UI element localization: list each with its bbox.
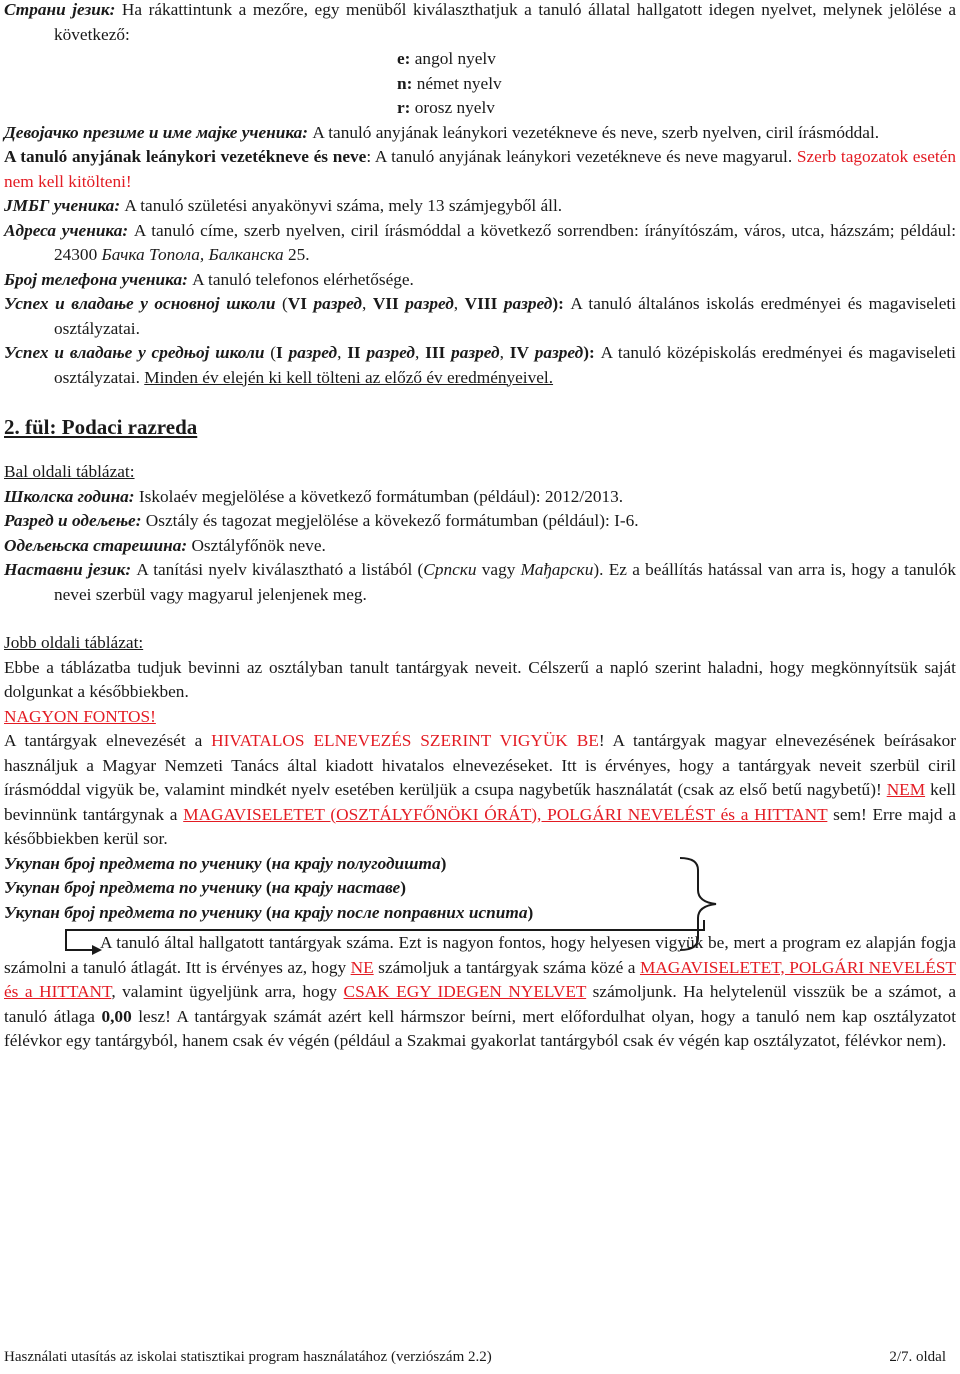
srednja-text: A tanuló középiskolás eredményei és magaviseleti osztályzatai. — [54, 343, 956, 387]
adresa-text: A tanuló címe, szerb nyelven, ciril írásmóddal a következő sorrendben: írányítószám, város, utca, házszám; például: 24300 — [54, 220, 956, 264]
jmbg-paragraph — [4, 194, 956, 219]
section-title: 2. fül: Podaci razreda — [4, 415, 198, 439]
srednja-label: Успех и владање у средњој школи — [4, 343, 265, 362]
rules-text: kell bevinnünk tantárgynak a — [4, 780, 956, 824]
razred-text: Osztály és tagozat megjelölése a kövekező formátumban (például): I-6. — [141, 511, 639, 530]
footer-title: Használati utasítás az iskolai statisztikai program használatához (verziószám 2.2) — [4, 1349, 492, 1365]
rules-excluded-subjects: MAGAVISELETET (OSZTÁLYFŐNÖKI ÓRÁT), POLGÁRI NEVELÉST és a HITTANT — [183, 804, 828, 824]
grade-viii: VIII — [464, 294, 498, 313]
connector-arrow-icon — [64, 918, 714, 958]
staresina-text: Osztályfőnök neve. — [187, 535, 326, 555]
razred-word: разред — [528, 343, 584, 362]
spacer — [4, 607, 956, 631]
razred-word: разред — [360, 343, 415, 362]
rules-nem: NEM — [886, 780, 926, 799]
rules-text: sem! Erre majd a későbbiekben kerül sor. — [4, 804, 956, 848]
rules-highlight: HIVATALOS ELNEVEZÉS SZERINT VIGYÜK BE — [211, 731, 599, 750]
grade-iii: III — [425, 343, 446, 362]
separator: , — [361, 294, 373, 313]
ukupan-label: Укупан број предмета по ученику — [4, 853, 262, 873]
anyja-neve-paragraph — [4, 145, 956, 194]
srednja-note: Minden év elején ki kell tölteni az előző év eredményeivel. — [144, 367, 554, 387]
language-option-r — [4, 96, 956, 121]
paren: ( — [264, 343, 277, 362]
separator: , — [414, 343, 426, 362]
rules-text: A tantárgyak elnevezését a — [4, 731, 212, 750]
nastavni-paragraph — [4, 558, 956, 607]
devojacko-paragraph — [4, 121, 956, 146]
jmbg-text: A tanuló születési anyakönyvi száma, mely 13 számjegyből áll. — [120, 196, 563, 215]
jmbg-label: ЈМБГ ученика: — [4, 196, 121, 215]
separator: , — [453, 294, 465, 313]
language-option-e — [4, 47, 956, 72]
final-text: lesz! A tantárgyak számát azért kell hármszor beírni, mert előfordulhat olyan, hogy a tanuló nem kap osztályzatot félévkor egy tantárgyból, hanem csak év végén (például a Szakmai gyakorlat tantárgyból csak év végén kap osztályzatot, félévkor nem). — [4, 1006, 956, 1050]
osnovna-paragraph — [4, 292, 956, 341]
razred-word: разред — [282, 343, 338, 362]
nastavni-text: A tanítási nyelv kiválasztható a listából ( — [131, 560, 424, 579]
telefon-paragraph — [4, 268, 956, 293]
paren-close: ) — [400, 878, 406, 897]
adresa-paragraph — [4, 219, 956, 268]
skolska-label: Школска година: — [4, 486, 135, 506]
paren-close: ): — [583, 343, 595, 362]
telefon-label: Број телефона ученика: — [4, 269, 188, 289]
osnovna-label: Успех и владање у основној школи — [4, 294, 276, 313]
ukupan-label: Укупан број предмета по ученику — [4, 902, 262, 922]
ukupan-period: на крају наставе — [271, 878, 401, 897]
paren: ( — [261, 902, 272, 922]
ukupan-block — [4, 852, 956, 926]
grade-vii: VII — [372, 294, 399, 313]
final-zero: 0,00 — [101, 1006, 132, 1026]
razred-word: разред — [497, 294, 553, 313]
ukupan-line-1 — [4, 852, 956, 877]
final-excluded: MAGAVISELETET, POLGÁRI NEVELÉST és a HITTANT — [4, 957, 956, 1001]
separator: , — [337, 343, 348, 362]
page-number: 2/7. oldal — [889, 1349, 946, 1365]
paren-close: ) — [440, 853, 447, 873]
final-text: számoljunk. Ha helytelenül visszük be a számot, a tanuló átlaga — [4, 982, 956, 1026]
skolska-paragraph — [4, 485, 956, 510]
jobb-intro: Ebbe a táblázatba tudjuk bevinni az osztályban tanult tantárgyak neveit. Célszerű a napló szerint haladni, hogy megkönnyítsük saját dolgunkat a későbbiekben. — [4, 657, 956, 701]
final-one-language: CSAK EGY IDEGEN NYELVET — [343, 982, 587, 1001]
option-code: r: — [397, 98, 411, 117]
option-name: orosz nyelv — [410, 98, 495, 117]
grade-i: I — [276, 343, 283, 362]
option-code: e: — [397, 49, 411, 68]
nastavni-option-srpski: Српски — [423, 560, 477, 579]
option-code: n: — [397, 73, 413, 93]
ukupan-period: на крају после поправних испита — [271, 902, 528, 922]
adresa-label: Адреса ученика: — [4, 220, 129, 240]
srednja-paragraph — [4, 341, 956, 390]
option-name: német nyelv — [412, 73, 502, 93]
nastavni-mid: vagy — [476, 560, 521, 579]
skolska-text: Iskolaév megjelölése a következő formátumban (például): 2012/2013. — [134, 486, 624, 506]
nastavni-label: Наставни језик: — [4, 560, 132, 579]
razred-label: Разред и одељење: — [4, 511, 142, 530]
rules-text: ! A tantárgyak magyar elnevezésének beírásakor használjuk a Magyar Nemzeti Tanács által kiadott hivatalos elnevezéseket. Itt is érvényes, hogy a tantárgyak neveit szerbül ciril írásmóddal vigyük be, valamint mindkét nyelv esetében kerüljük a csupa nagybetűk használatát (csak az első betű nagybetű)! — [4, 731, 956, 799]
staresina-label: Одељењска старешина: — [4, 535, 188, 555]
document-page — [4, 0, 956, 1054]
razred-word: разред — [398, 294, 454, 313]
jobb-rules-paragraph — [4, 729, 956, 852]
nastavni-tail: ). Ez a beállítás hatással van arra is, hogy a tanulók nevei szerbül vagy magyarul jelenjenek meg. — [54, 560, 956, 604]
final-text: , valamint ügyeljünk arra, hogy — [111, 982, 344, 1001]
ukupan-label: Укупан број предмета по ученику — [4, 878, 262, 897]
final-text: A tanuló által hallgatott tantárgyak száma. Ezt is nagyon fontos, hogy helyesen vigyük be, mert a program ez alapján fogja számolni a tanuló átlagát. Itt is érvényes az, hogy — [4, 933, 956, 977]
nastavni-option-madjarski: Мађарски — [520, 560, 594, 579]
bal-heading: Bal oldali táblázat: — [4, 462, 135, 481]
adresa-example: Бачка Топола, Балканска — [101, 245, 284, 264]
grade-vi: VI — [287, 294, 307, 313]
separator: , — [499, 343, 510, 362]
ukupan-period: на крају полугодишта — [271, 853, 441, 873]
paren: ( — [275, 294, 288, 313]
nagyon-fontos: NAGYON FONTOS! — [4, 706, 156, 726]
anyja-neve-label: A tanuló anyjának leánykori vezetékneve és neve — [4, 147, 367, 166]
razred-word: разред — [445, 343, 500, 362]
final-ne: NE — [350, 957, 374, 977]
devojacko-text: A tanuló anyjának leánykori vezetékneve és neve, szerb nyelven, ciril írásmóddal. — [308, 122, 880, 142]
osnovna-text: A tanuló általános iskolás eredményei és magaviseleti osztályzatai. — [54, 294, 957, 338]
paren-close: ) — [527, 902, 534, 922]
strani-jezik-label: Страни језик: — [4, 0, 116, 19]
paren: ( — [261, 853, 272, 873]
language-option-n — [4, 72, 956, 97]
anyja-neve-text: : A tanuló anyjának leánykori vezetékneve és neve magyarul. — [366, 147, 797, 166]
ukupan-line-2 — [4, 876, 956, 901]
strani-jezik-text: Ha rákattintunk a mezőre, egy menüből kiválaszthatjuk a tanuló állatal hallgatott idegen nyelvet, melynek jelölése a következő: — [54, 0, 957, 44]
razred-paragraph — [4, 509, 956, 534]
staresina-paragraph — [4, 534, 956, 559]
option-name: angol nyelv — [410, 49, 496, 68]
razred-word: разред — [306, 294, 362, 313]
grade-ii: II — [347, 343, 361, 362]
adresa-tail: 25. — [283, 245, 310, 264]
anyja-neve-warning: Szerb tagozatok esetén nem kell kitölteni! — [4, 147, 956, 191]
telefon-text: A tanuló telefonos elérhetősége. — [187, 269, 414, 289]
final-text: számoljuk a tantárgyak száma közé a — [373, 957, 640, 977]
jobb-heading: Jobb oldali táblázat: — [4, 633, 144, 652]
grade-iv: IV — [509, 343, 529, 362]
devojacko-label: Девојачко презиме и име мајке ученика: — [4, 122, 309, 142]
paren: ( — [261, 878, 272, 897]
paren-close: ): — [552, 294, 564, 313]
strani-jezik-paragraph — [4, 0, 956, 47]
